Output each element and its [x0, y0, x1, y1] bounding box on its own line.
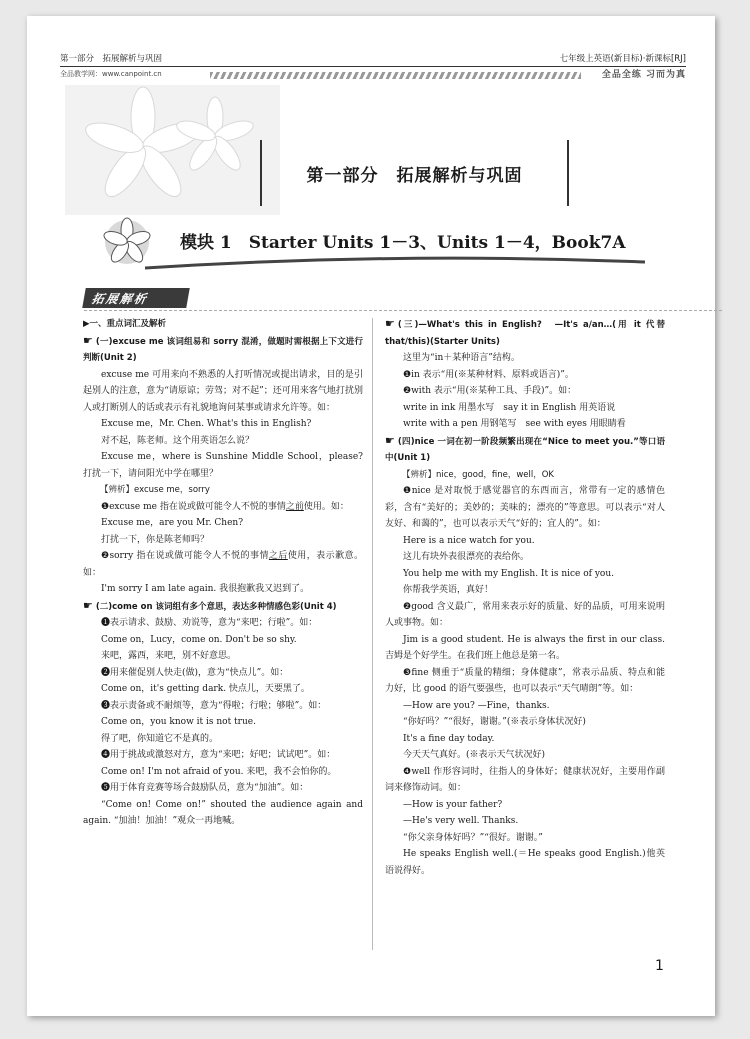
paragraph: excuse me 可用来向不熟悉的人打听情况或提出请求，目的是引起别人的注意，意为“请原谅；劳驾；对不起”；还可用来客气地打扰别人或打断别人的话或表示有礼貌地询问某事或请求允许等。如：: [83, 369, 363, 413]
paragraph: ❷with 表示“用(※某种工具、手段)”。如：: [403, 386, 577, 396]
item-heading: ☛ (三)—What's this in English? —It's a/an…(用 it 代替 that/this)(Starter Units): [385, 317, 665, 347]
paragraph: ❶表示请求、鼓励、劝说等，意为“来吧；行啦”。如：: [101, 618, 318, 628]
example-translation: 来吧，露西，来吧，别不好意思。: [101, 651, 237, 661]
header-rule: [60, 66, 686, 67]
header-website: 全品教学网：www.canpoint.cn: [60, 70, 162, 78]
example-translation: “你父亲身体好吗？”“很好。谢谢。”: [403, 832, 543, 843]
header-left-title: 第一部分 拓展解析与巩固: [60, 54, 163, 64]
module-underline-swoosh: [145, 256, 645, 270]
header-hatch-divider: [210, 72, 581, 79]
example: Come on，it's getting dark. 快点儿，天要黑了。: [101, 684, 310, 694]
column-divider: [372, 318, 373, 950]
header-right-title: 七年级上英语(新目标)·新课标[RJ]: [559, 54, 686, 64]
pointing-hand-icon: ☛: [83, 598, 93, 612]
example: —He's very well. Thanks.: [403, 816, 519, 826]
module-title: 模块 1 Starter Units 1－3、Units 1－4，Book7A: [180, 233, 626, 253]
example: write with a pen 用钢笔写 see with eyes 用眼睛看: [403, 419, 626, 429]
subsection-heading: ▶一、重点词汇及解析: [83, 319, 167, 329]
pointing-hand-icon: ☛: [83, 333, 93, 347]
paragraph: ❸表示责备或不耐烦等，意为“得啦；行啦；够啦”。如：: [101, 700, 327, 711]
analysis-label: 【辨析】excuse me，sorry: [100, 485, 210, 495]
example-translation: “你好吗？”“很好，谢谢。”(※表示身体状况好): [403, 717, 586, 727]
right-column: [385, 316, 665, 879]
example: Come on，Lucy，come on. Don't be so shy.: [101, 634, 297, 645]
example-translation: 你帮我学英语，真好！: [403, 585, 494, 595]
example-translation: 这儿有块外表很漂亮的表给你。: [403, 552, 530, 562]
paragraph: ❶excuse me 指在说或做可能令人不悦的事情之前使用。如：: [101, 501, 349, 512]
paragraph: ❷sorry 指在说或做可能令人不悦的事情之后使用，表示歉意。如：: [83, 551, 363, 578]
example: You help me with my English. It is nice of you.: [403, 568, 614, 579]
paragraph: ❶nice 是对取悦于感觉器官的东西而言，常带有一定的感情色彩，含有“美好的；美妙的；美味的；漂亮的”等意思。可以表示“对人友好、和蔼的”，也可以表示天气“好的；宜人的”。如：: [385, 486, 665, 529]
item-heading: ☛ (四)nice 一词在初一阶段频繁出现在“Nice to meet you.”等口语中(Unit 1): [385, 433, 665, 463]
example: “Come on! Come on!” shouted the audience again and again. “加油！加油！”观众一再地喊。: [83, 799, 363, 826]
paragraph: ❶in 表示“用(※某种材料、原料或语言)”。: [403, 369, 574, 380]
example: write in ink 用墨水写 say it in English 用英语说: [403, 402, 616, 413]
example: —How is your father?: [403, 799, 503, 810]
section-tag: 拓展解析: [82, 288, 190, 308]
example: Come on，you know it is not true.: [101, 717, 256, 727]
pointing-hand-icon: ☛: [385, 433, 395, 447]
module-banner: [95, 212, 655, 272]
example: Excuse me，Mr. Chen. What's this in English?: [101, 419, 312, 429]
left-column: [83, 316, 363, 830]
example-translation: 打扰一下，你是陈老师吗？: [101, 534, 210, 545]
example: I'm sorry I am late again. 我很抱歉我又迟到了。: [101, 584, 310, 594]
example-translation: 今天天气真好。(※表示天气状况好): [403, 750, 546, 760]
example: Come on! I'm not afraid of you. 来吧，我不会怕你的。: [101, 766, 337, 777]
section-title: 第一部分 拓展解析与巩固: [260, 140, 569, 206]
tag-divider: [84, 310, 722, 311]
example: Excuse me，are you Mr. Chen?: [101, 518, 244, 528]
example: —How are you? —Fine，thanks.: [403, 700, 550, 711]
paragraph: ❹well 作形容词时，往指人的身体好；健康状况好，主要用作副词来修饰动词。如：: [385, 766, 665, 793]
paragraph: ❷good 含义最广，常用来表示好的质量、好的品质，可用来说明人或事物。如：: [385, 601, 665, 628]
example-translation: 得了吧，你知道它不是真的。: [101, 733, 219, 744]
item-heading: ☛ (二)come on 该词组有多个意思，表达多种情感色彩(Unit 4): [83, 598, 337, 612]
paragraph: ❸fine 侧重于“质量的精细；身体健康”，常表示品质、特点和能力好，比 good 的语气要强些，也可以表示“天气晴朗”等。如：: [385, 667, 665, 694]
paragraph: ❹用于挑战或激怒对方，意为“来吧；好吧；试试吧”。如：: [101, 750, 336, 760]
example-translation: 对不起，陈老师。这个用英语怎么说？: [101, 435, 255, 446]
page-number: 1: [655, 958, 664, 974]
paragraph: 这里为“in＋某种语言”结构。: [403, 353, 520, 363]
example: He speaks English well.(＝He speaks good English.)他英语说得好。: [385, 849, 665, 876]
paragraph: ❺用于体育竞赛等场合鼓励队员，意为“加油”。如：: [101, 783, 309, 793]
example: Excuse me，where is Sunshine Middle School，please? 打扰一下，请问阳光中学在哪里？: [83, 452, 363, 479]
example: It's a fine day today.: [403, 733, 495, 744]
header-brand: 全品全练 习而为真: [601, 70, 686, 80]
example: Here is a nice watch for you.: [403, 535, 535, 546]
example: Jim is a good student. He is always the first in our class. 吉姆是个好学生。在我们班上他总是第一名。: [385, 634, 665, 661]
paragraph: ❷用来催促别人快走(做)，意为“快点儿”。如：: [101, 667, 289, 678]
analysis-label: 【辨析】nice，good，fine，well，OK: [402, 469, 554, 480]
item-heading: ☛ (一)excuse me 该词组易和 sorry 混淆，做题时需根据上下文进行判断(Unit 2): [83, 333, 363, 363]
flower-decoration-image: [65, 85, 280, 215]
pointing-hand-icon: ☛: [385, 317, 395, 330]
page-header: [60, 52, 686, 82]
